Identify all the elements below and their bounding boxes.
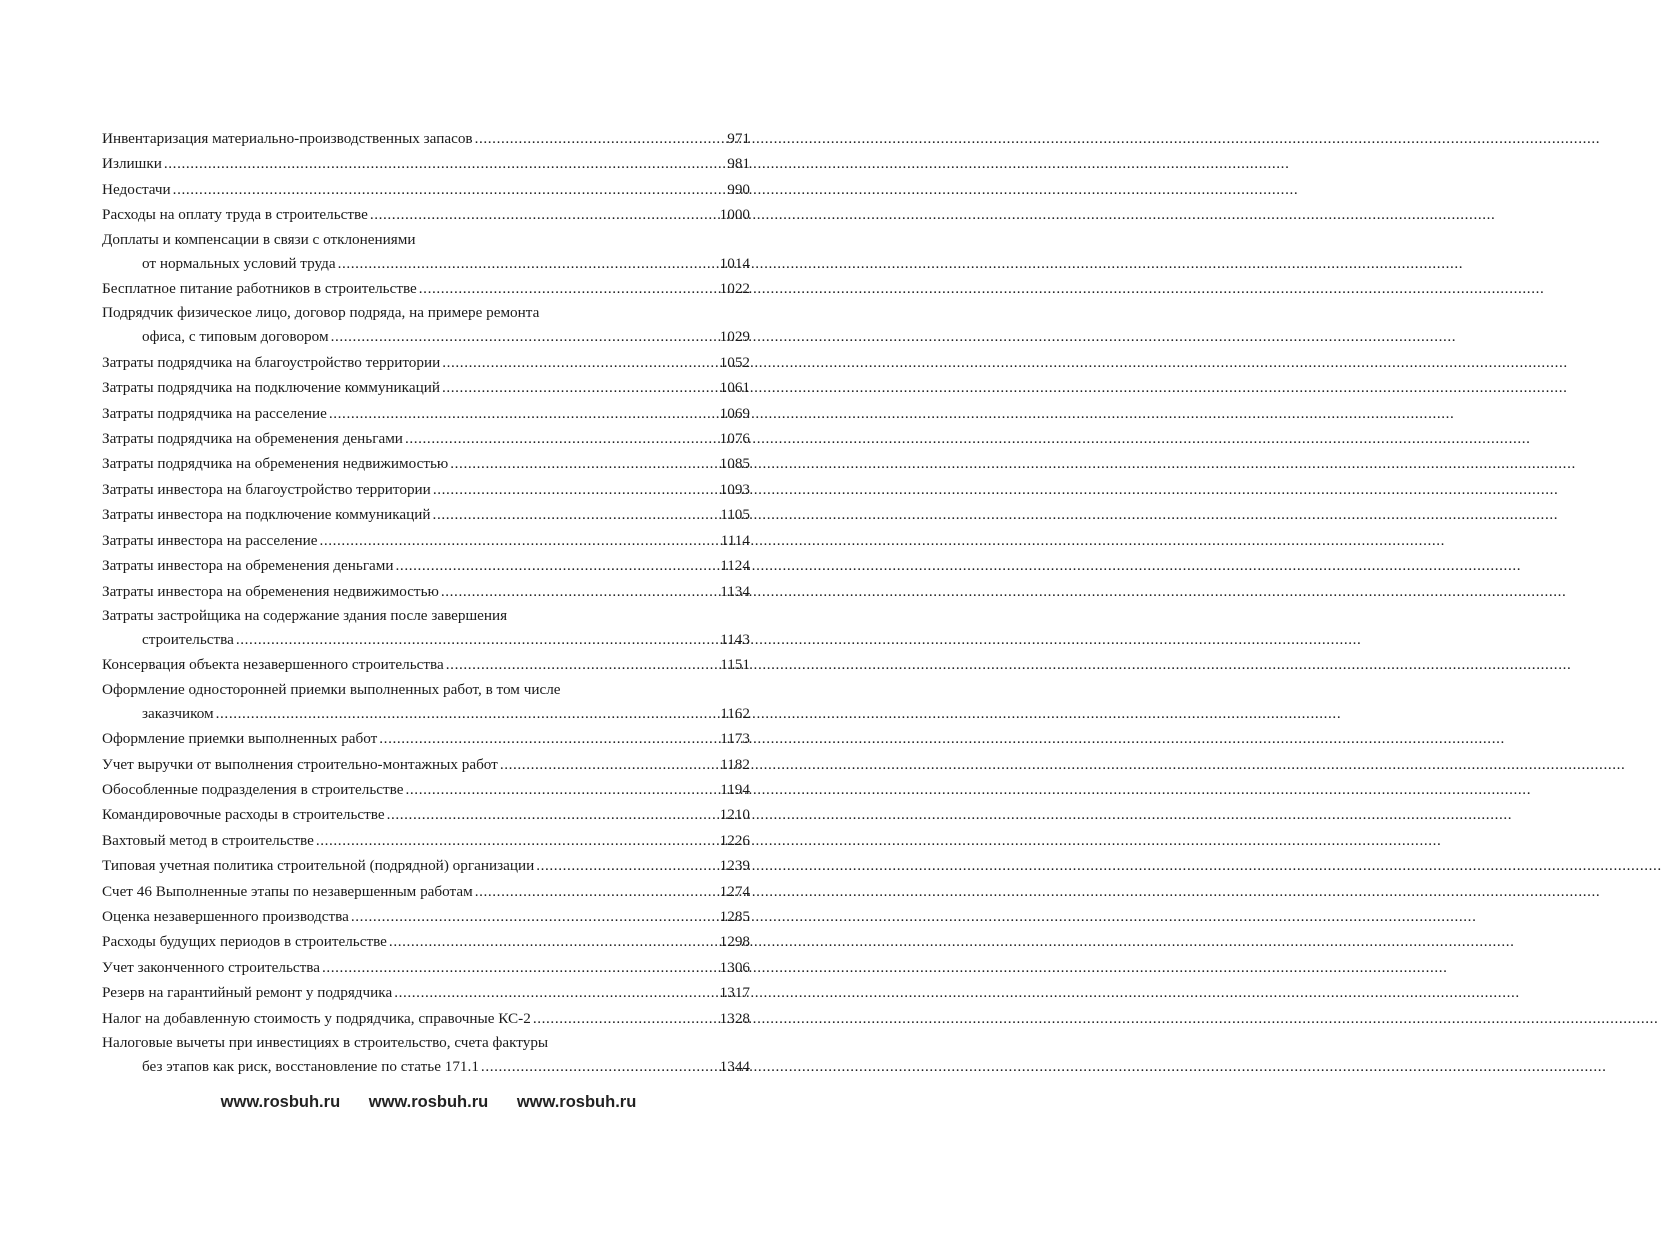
dot-leader — [406, 777, 713, 802]
toc-entry-page-number: 1210 — [719, 806, 750, 824]
toc-entry-page-number: 1105 — [720, 506, 750, 524]
toc-entry[interactable] — [102, 652, 750, 677]
toc-entry[interactable] — [102, 980, 750, 1005]
toc-entry[interactable] — [102, 752, 750, 777]
toc-entry-page-number: 1076 — [719, 430, 750, 448]
toc-entry[interactable] — [102, 604, 750, 652]
toc-entry-title: Налог на добавленную стоимость у подрядчика, справочные КС-2 — [102, 1009, 531, 1027]
dot-leader — [338, 251, 712, 276]
toc-entry[interactable] — [102, 904, 750, 929]
toc-entry-title-line: Затраты застройщика на содержание здания после завершения — [102, 606, 508, 624]
toc-entry[interactable] — [102, 828, 750, 853]
dot-leader — [442, 350, 712, 375]
toc-entry-page-number: 1328 — [719, 1009, 750, 1027]
toc-entry-title: Счет 46 Выполненные этапы по незавершенным работам — [102, 882, 473, 900]
toc-entry-page-number: 1274 — [719, 882, 750, 900]
dot-leader — [387, 802, 712, 827]
toc-entry-title: Резерв на гарантийный ремонт у подрядчика — [102, 984, 393, 1002]
toc-entry-title: Командировочные расходы в строительстве — [102, 806, 385, 824]
toc-entry[interactable] — [102, 777, 750, 802]
dot-leader — [475, 126, 712, 151]
toc-entry-title: Расходы будущих периодов в строительстве — [102, 933, 387, 951]
toc-entry[interactable] — [102, 955, 750, 980]
toc-entry[interactable] — [102, 502, 750, 527]
toc-entry[interactable] — [102, 726, 750, 751]
toc-entry[interactable] — [102, 151, 750, 176]
toc-entry[interactable] — [102, 802, 750, 827]
toc-entry-title: Затраты инвестора на расселение — [102, 531, 318, 549]
dot-leader — [329, 401, 712, 426]
footer-links — [0, 1093, 857, 1112]
toc-entry[interactable] — [102, 451, 750, 476]
toc-entry-page-number: 1000 — [719, 206, 750, 224]
toc-entry-page-number: 1306 — [719, 958, 750, 976]
dot-leader — [433, 477, 712, 502]
toc-entry[interactable] — [102, 350, 750, 375]
toc-entry-page-number: 1298 — [719, 933, 750, 951]
toc-entry-page-number: 1194 — [720, 780, 750, 798]
toc-entry-page-number: 1022 — [719, 280, 750, 298]
dot-leader — [405, 426, 712, 451]
toc-entry[interactable] — [102, 126, 750, 151]
toc-entry[interactable] — [102, 853, 750, 878]
toc-entry-title: Затраты подрядчика на расселение — [102, 404, 327, 422]
dot-leader — [475, 879, 712, 904]
toc-entry-page-number: 1143 — [720, 630, 750, 648]
dot-leader — [164, 151, 712, 176]
toc-entry-page-number: 1162 — [720, 704, 750, 722]
toc-entry-page-number: 981 — [727, 155, 750, 173]
toc-entry-page-number: 971 — [727, 130, 750, 147]
toc-entry-title: Затраты подрядчика на обременения недвижимостью — [102, 455, 449, 473]
dot-leader — [389, 929, 712, 954]
toc-entry-page-number: 1226 — [719, 831, 750, 849]
toc-entry-title-line: Оформление односторонней приемки выполненных работ, в том числе — [102, 680, 561, 698]
dot-leader — [370, 202, 712, 227]
toc-entry-page-number: 1151 — [720, 656, 750, 674]
toc-entry-title: Затраты подрядчика на обременения деньгами — [102, 430, 403, 448]
toc-entry-title: заказчиком — [142, 704, 214, 722]
toc-entry-page-number: 1014 — [719, 254, 750, 272]
dot-leader — [442, 375, 712, 400]
toc-entry-title: Консервация объекта незавершенного строительства — [102, 656, 444, 674]
toc-entry-page-number: 1093 — [719, 480, 750, 498]
toc-entry-title: Затраты подрядчика на благоустройство территории — [102, 353, 441, 371]
toc-entry[interactable] — [102, 301, 750, 349]
toc-entry-title: Затраты инвестора на обременения недвижимостью — [102, 582, 439, 600]
toc-entry-page-number: 1114 — [720, 531, 750, 549]
toc-entry[interactable] — [102, 375, 750, 400]
toc-entry-title: без этапов как риск, восстановление по статье 171.1 — [142, 1058, 479, 1075]
dot-leader — [533, 1006, 712, 1031]
dot-leader — [394, 980, 712, 1005]
toc-entry[interactable] — [102, 276, 750, 301]
dot-leader — [536, 853, 712, 878]
toc-entry[interactable] — [102, 929, 750, 954]
toc-entry[interactable] — [102, 579, 750, 604]
toc-entry-title-line: Подрядчик физическое лицо, договор подряда, на примере ремонта — [102, 304, 540, 322]
toc-entry-title: Обособленные подразделения в строительстве — [102, 780, 404, 798]
toc-entry[interactable] — [102, 1006, 750, 1031]
dot-leader — [351, 904, 712, 929]
toc-entry-title: от нормальных условий труда — [142, 254, 336, 272]
toc-entry-title: Затраты инвестора на подключение коммуникаций — [102, 506, 431, 524]
toc-entry[interactable] — [102, 1031, 750, 1079]
dot-leader — [316, 828, 712, 853]
toc-entry-page-number: 1182 — [720, 755, 750, 773]
toc-entry-page-number: 1239 — [719, 857, 750, 875]
toc-entry-title: Оценка незавершенного производства — [102, 907, 349, 925]
toc-entry-title: Расходы на оплату труда в строительстве — [102, 206, 368, 224]
toc-entry-page-number: 1029 — [719, 328, 750, 346]
toc-entry-title: Оформление приемки выполненных работ — [102, 730, 378, 748]
toc-entry-title: Излишки — [102, 155, 162, 173]
toc-entry-title: Затраты подрядчика на подключение коммуникаций — [102, 379, 440, 397]
dot-leader — [216, 701, 712, 726]
footer-url[interactable]: www.rosbuh.ru — [516, 1093, 637, 1111]
toc-entry[interactable] — [102, 477, 750, 502]
dot-leader — [500, 752, 712, 777]
toc-entry-title: Учет выручки от выполнения строительно-монтажных работ — [102, 755, 498, 773]
toc-entry-page-number: 1085 — [719, 455, 750, 473]
toc-entry[interactable] — [102, 177, 750, 202]
toc-entry-title: Затраты инвестора на благоустройство территории — [102, 480, 431, 498]
toc-entry-title: Бесплатное питание работников в строительстве — [102, 280, 417, 298]
toc-entry-title: Типовая учетная политика строительной (подрядной) организации — [102, 857, 535, 875]
dot-leader — [481, 1054, 712, 1079]
toc-entry-title: Недостачи — [102, 180, 171, 198]
toc-entry-page-number: 1124 — [720, 557, 750, 575]
toc-entry[interactable] — [102, 401, 750, 426]
dot-leader — [396, 553, 712, 578]
dot-leader — [319, 528, 712, 553]
dot-leader — [236, 627, 712, 652]
dot-leader — [331, 324, 712, 349]
toc-entry-title: Учет законченного строительства — [102, 958, 320, 976]
table-of-contents — [102, 126, 750, 1079]
toc-entry-page-number: 1173 — [720, 730, 750, 748]
toc-entry-title-line: Доплаты и компенсации в связи с отклонениями — [102, 230, 416, 248]
toc-entry-page-number: 1069 — [719, 404, 750, 422]
toc-entry-page-number: 1134 — [720, 582, 750, 600]
toc-entry-page-number: 1061 — [719, 379, 750, 397]
dot-leader — [419, 276, 712, 301]
dot-leader — [433, 502, 712, 527]
toc-entry-title-line: Налоговые вычеты при инвестициях в строительство, счета фактуры — [102, 1034, 549, 1051]
toc-entry[interactable] — [102, 202, 750, 227]
toc-entry-title: строительства — [142, 630, 234, 648]
dot-leader — [379, 726, 712, 751]
toc-entry[interactable] — [102, 426, 750, 451]
toc-entry-page-number: 1344 — [719, 1058, 750, 1075]
toc-entry-page-number: 1317 — [719, 984, 750, 1002]
dot-leader — [441, 579, 712, 604]
dot-leader — [322, 955, 712, 980]
footer-url[interactable]: www.rosbuh.ru — [368, 1093, 489, 1111]
toc-entry-title: офиса, с типовым договором — [142, 328, 329, 346]
toc-entry[interactable] — [102, 553, 750, 578]
toc-entry-title: Вахтовый метод в строительстве — [102, 831, 314, 849]
toc-entry[interactable] — [102, 528, 750, 553]
dot-leader — [446, 652, 712, 677]
toc-entry-title: Затраты инвестора на обременения деньгами — [102, 557, 394, 575]
toc-entry-page-number: 1285 — [719, 907, 750, 925]
dot-leader — [173, 177, 712, 202]
dot-leader — [450, 451, 712, 476]
toc-entry-title: Инвентаризация материально-производственных запасов — [102, 130, 473, 147]
toc-entry-page-number: 990 — [727, 180, 750, 198]
footer-url[interactable]: www.rosbuh.ru — [220, 1093, 341, 1111]
toc-entry[interactable] — [102, 879, 750, 904]
toc-entry-page-number: 1052 — [719, 353, 750, 371]
toc-entry[interactable] — [102, 228, 750, 276]
toc-entry[interactable] — [102, 678, 750, 726]
